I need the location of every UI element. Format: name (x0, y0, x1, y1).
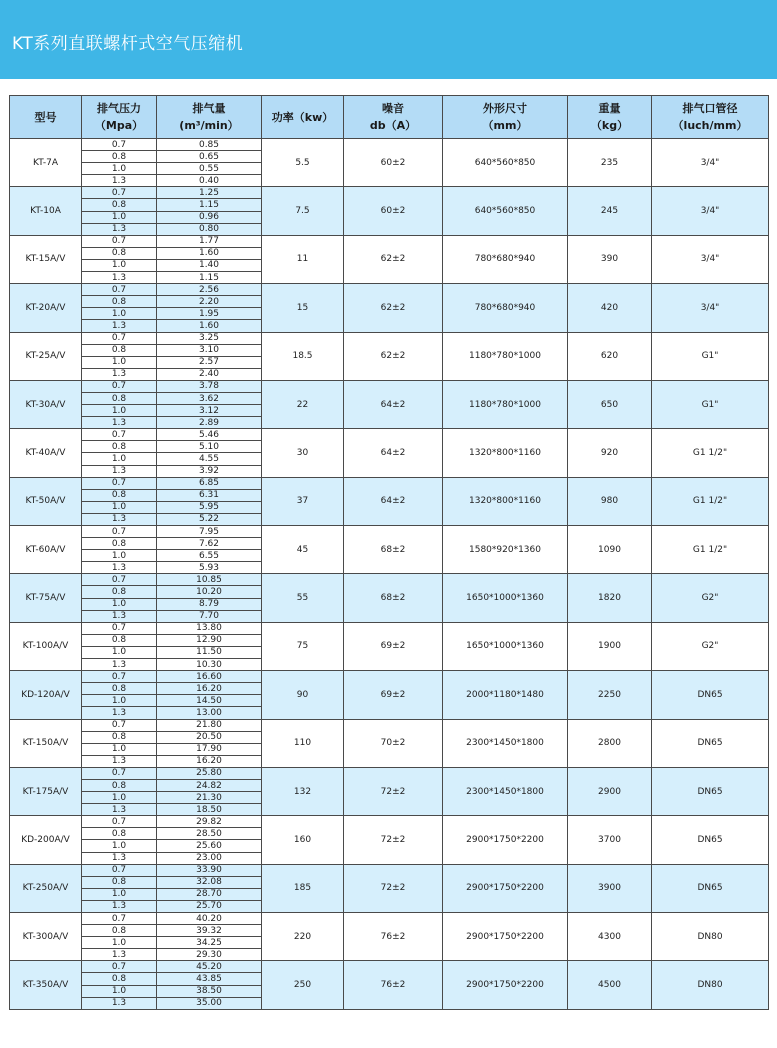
flow-cell: 43.85 (157, 973, 262, 985)
weight-cell: 1820 (568, 574, 652, 622)
flow-cell: 29.30 (157, 949, 262, 961)
table-row (10, 332, 769, 344)
noise-cell: 60±2 (344, 139, 443, 187)
header-model: 型号 (10, 96, 82, 139)
header-power: 功率（kw） (262, 96, 344, 139)
pressure-cell: 0.8 (82, 489, 157, 501)
outlet-cell: G1" (652, 380, 769, 428)
weight-cell: 4300 (568, 913, 652, 961)
flow-cell: 14.50 (157, 695, 262, 707)
pressure-cell: 1.0 (82, 550, 157, 562)
pressure-cell: 1.3 (82, 175, 157, 187)
model-cell: KD-200A/V (10, 816, 82, 864)
outlet-cell: 3/4" (652, 139, 769, 187)
flow-cell: 2.20 (157, 296, 262, 308)
pressure-cell: 0.8 (82, 731, 157, 743)
flow-cell: 0.96 (157, 211, 262, 223)
pressure-cell: 1.3 (82, 272, 157, 284)
pressure-cell: 1.0 (82, 211, 157, 223)
table-row (10, 961, 769, 973)
flow-cell: 1.60 (157, 320, 262, 332)
weight-cell: 235 (568, 139, 652, 187)
power-cell: 30 (262, 429, 344, 477)
flow-cell: 6.55 (157, 550, 262, 562)
noise-cell: 62±2 (344, 235, 443, 283)
outlet-cell: 3/4" (652, 235, 769, 283)
dimensions-cell: 1320*800*1160 (443, 477, 568, 525)
pressure-cell: 1.0 (82, 792, 157, 804)
weight-cell: 390 (568, 235, 652, 283)
table-row (10, 526, 769, 538)
weight-cell: 2900 (568, 767, 652, 815)
pressure-cell: 0.8 (82, 973, 157, 985)
pressure-cell: 0.7 (82, 961, 157, 973)
power-cell: 75 (262, 622, 344, 670)
header-noise-line1: 噪音 (382, 102, 404, 115)
dimensions-cell: 1650*1000*1360 (443, 574, 568, 622)
outlet-cell: DN65 (652, 767, 769, 815)
dimensions-cell: 780*680*940 (443, 235, 568, 283)
power-cell: 55 (262, 574, 344, 622)
noise-cell: 72±2 (344, 767, 443, 815)
table-row (10, 671, 769, 683)
outlet-cell: DN65 (652, 719, 769, 767)
flow-cell: 10.30 (157, 659, 262, 671)
power-cell: 37 (262, 477, 344, 525)
pressure-cell: 0.8 (82, 876, 157, 888)
outlet-cell: G1 1/2" (652, 429, 769, 477)
flow-cell: 28.50 (157, 828, 262, 840)
flow-cell: 29.82 (157, 816, 262, 828)
dimensions-cell: 640*560*850 (443, 187, 568, 235)
flow-cell: 13.00 (157, 707, 262, 719)
flow-cell: 6.31 (157, 489, 262, 501)
weight-cell: 245 (568, 187, 652, 235)
page-title: KT系列直联螺杆式空气压缩机 (12, 34, 244, 54)
model-cell: KT-60A/V (10, 526, 82, 574)
pressure-cell: 0.8 (82, 925, 157, 937)
title-banner (0, 0, 777, 79)
header-flow (157, 96, 262, 139)
pressure-cell: 1.0 (82, 453, 157, 465)
flow-cell: 40.20 (157, 913, 262, 925)
power-cell: 5.5 (262, 139, 344, 187)
flow-cell: 5.93 (157, 562, 262, 574)
pressure-cell: 1.3 (82, 900, 157, 912)
pressure-cell: 1.0 (82, 163, 157, 175)
pressure-cell: 1.0 (82, 888, 157, 900)
table-row (10, 574, 769, 586)
dimensions-cell: 2000*1180*1480 (443, 671, 568, 719)
model-cell: KT-15A/V (10, 235, 82, 283)
pressure-cell: 1.0 (82, 259, 157, 271)
dimensions-cell: 1320*800*1160 (443, 429, 568, 477)
flow-cell: 38.50 (157, 985, 262, 997)
power-cell: 7.5 (262, 187, 344, 235)
noise-cell: 68±2 (344, 526, 443, 574)
flow-cell: 18.50 (157, 804, 262, 816)
model-cell: KT-175A/V (10, 767, 82, 815)
flow-cell: 25.60 (157, 840, 262, 852)
pressure-cell: 1.3 (82, 417, 157, 429)
weight-cell: 1090 (568, 526, 652, 574)
weight-cell: 620 (568, 332, 652, 380)
flow-cell: 7.95 (157, 526, 262, 538)
power-cell: 22 (262, 380, 344, 428)
header-outlet (652, 96, 769, 139)
flow-cell: 3.78 (157, 380, 262, 392)
weight-cell: 3700 (568, 816, 652, 864)
pressure-cell: 0.7 (82, 284, 157, 296)
table-row (10, 767, 769, 779)
pressure-cell: 0.7 (82, 913, 157, 925)
pressure-cell: 1.3 (82, 997, 157, 1009)
table-row (10, 913, 769, 925)
flow-cell: 20.50 (157, 731, 262, 743)
noise-cell: 72±2 (344, 864, 443, 912)
pressure-cell: 0.7 (82, 526, 157, 538)
weight-cell: 980 (568, 477, 652, 525)
weight-cell: 4500 (568, 961, 652, 1009)
flow-cell: 5.46 (157, 429, 262, 441)
model-cell: KT-75A/V (10, 574, 82, 622)
flow-cell: 2.89 (157, 417, 262, 429)
power-cell: 90 (262, 671, 344, 719)
flow-cell: 25.70 (157, 900, 262, 912)
flow-cell: 16.60 (157, 671, 262, 683)
flow-cell: 6.85 (157, 477, 262, 489)
weight-cell: 2250 (568, 671, 652, 719)
dimensions-cell: 2900*1750*2200 (443, 913, 568, 961)
noise-cell: 72±2 (344, 816, 443, 864)
table-row (10, 477, 769, 489)
model-cell: KT-100A/V (10, 622, 82, 670)
pressure-cell: 1.3 (82, 610, 157, 622)
outlet-cell: G2" (652, 622, 769, 670)
pressure-cell: 1.3 (82, 707, 157, 719)
power-cell: 18.5 (262, 332, 344, 380)
flow-cell: 25.80 (157, 767, 262, 779)
pressure-cell: 0.7 (82, 671, 157, 683)
flow-cell: 2.40 (157, 368, 262, 380)
flow-cell: 17.90 (157, 743, 262, 755)
pressure-cell: 1.3 (82, 804, 157, 816)
pressure-cell: 0.7 (82, 477, 157, 489)
power-cell: 250 (262, 961, 344, 1009)
pressure-cell: 1.0 (82, 598, 157, 610)
outlet-cell: DN65 (652, 671, 769, 719)
model-cell: KD-120A/V (10, 671, 82, 719)
dimensions-cell: 1180*780*1000 (443, 380, 568, 428)
table-row (10, 622, 769, 634)
header-dimensions-line2: （mm） (482, 119, 528, 132)
spec-table-body (10, 139, 769, 1010)
flow-cell: 13.80 (157, 622, 262, 634)
model-cell: KT-30A/V (10, 380, 82, 428)
power-cell: 15 (262, 284, 344, 332)
flow-cell: 1.95 (157, 308, 262, 320)
table-row (10, 235, 769, 247)
pressure-cell: 1.0 (82, 646, 157, 658)
pressure-cell: 0.8 (82, 634, 157, 646)
noise-cell: 62±2 (344, 332, 443, 380)
table-row (10, 139, 769, 151)
pressure-cell: 0.8 (82, 344, 157, 356)
pressure-cell: 1.3 (82, 320, 157, 332)
outlet-cell: DN65 (652, 864, 769, 912)
pressure-cell: 0.7 (82, 332, 157, 344)
flow-cell: 33.90 (157, 864, 262, 876)
pressure-cell: 0.7 (82, 816, 157, 828)
flow-cell: 1.77 (157, 235, 262, 247)
noise-cell: 69±2 (344, 622, 443, 670)
flow-cell: 34.25 (157, 937, 262, 949)
model-cell: KT-25A/V (10, 332, 82, 380)
power-cell: 110 (262, 719, 344, 767)
noise-cell: 64±2 (344, 380, 443, 428)
model-cell: KT-150A/V (10, 719, 82, 767)
header-pressure-line2: （Mpa） (94, 119, 144, 132)
flow-cell: 5.22 (157, 513, 262, 525)
table-header-row (10, 96, 769, 139)
flow-cell: 35.00 (157, 997, 262, 1009)
flow-cell: 10.85 (157, 574, 262, 586)
dimensions-cell: 780*680*940 (443, 284, 568, 332)
pressure-cell: 0.7 (82, 380, 157, 392)
pressure-cell: 0.7 (82, 719, 157, 731)
pressure-cell: 1.0 (82, 405, 157, 417)
table-row (10, 864, 769, 876)
pressure-cell: 1.3 (82, 755, 157, 767)
flow-cell: 1.40 (157, 259, 262, 271)
flow-cell: 7.70 (157, 610, 262, 622)
pressure-cell: 1.3 (82, 513, 157, 525)
flow-cell: 1.15 (157, 199, 262, 211)
noise-cell: 76±2 (344, 961, 443, 1009)
outlet-cell: DN80 (652, 913, 769, 961)
header-dimensions (443, 96, 568, 139)
flow-cell: 21.80 (157, 719, 262, 731)
power-cell: 132 (262, 767, 344, 815)
outlet-cell: DN65 (652, 816, 769, 864)
pressure-cell: 0.7 (82, 767, 157, 779)
pressure-cell: 0.8 (82, 296, 157, 308)
header-weight-line1: 重量 (598, 102, 621, 115)
power-cell: 220 (262, 913, 344, 961)
outlet-cell: G1 1/2" (652, 526, 769, 574)
flow-cell: 0.85 (157, 139, 262, 151)
pressure-cell: 1.0 (82, 695, 157, 707)
spec-table (9, 95, 769, 1010)
flow-cell: 1.25 (157, 187, 262, 199)
header-pressure-line1: 排气压力 (97, 102, 141, 115)
header-weight (568, 96, 652, 139)
pressure-cell: 1.3 (82, 852, 157, 864)
header-weight-line2: （kg） (590, 119, 629, 132)
pressure-cell: 0.8 (82, 683, 157, 695)
weight-cell: 2800 (568, 719, 652, 767)
weight-cell: 1900 (568, 622, 652, 670)
flow-cell: 5.10 (157, 441, 262, 453)
header-outlet-line2: （luch/mm） (672, 119, 748, 132)
model-cell: KT-10A (10, 187, 82, 235)
model-cell: KT-250A/V (10, 864, 82, 912)
outlet-cell: G1 1/2" (652, 477, 769, 525)
flow-cell: 2.57 (157, 356, 262, 368)
flow-cell: 4.55 (157, 453, 262, 465)
flow-cell: 3.62 (157, 392, 262, 404)
dimensions-cell: 2300*1450*1800 (443, 767, 568, 815)
noise-cell: 69±2 (344, 671, 443, 719)
dimensions-cell: 1180*780*1000 (443, 332, 568, 380)
flow-cell: 3.25 (157, 332, 262, 344)
flow-cell: 2.56 (157, 284, 262, 296)
pressure-cell: 0.8 (82, 586, 157, 598)
noise-cell: 60±2 (344, 187, 443, 235)
pressure-cell: 0.7 (82, 235, 157, 247)
dimensions-cell: 2900*1750*2200 (443, 864, 568, 912)
flow-cell: 7.62 (157, 538, 262, 550)
noise-cell: 62±2 (344, 284, 443, 332)
flow-cell: 3.92 (157, 465, 262, 477)
model-cell: KT-50A/V (10, 477, 82, 525)
header-flow-line2: (m³/min） (179, 119, 239, 132)
pressure-cell: 1.0 (82, 743, 157, 755)
noise-cell: 68±2 (344, 574, 443, 622)
table-row (10, 187, 769, 199)
power-cell: 11 (262, 235, 344, 283)
model-cell: KT-40A/V (10, 429, 82, 477)
flow-cell: 12.90 (157, 634, 262, 646)
flow-cell: 0.65 (157, 151, 262, 163)
pressure-cell: 0.7 (82, 622, 157, 634)
header-outlet-line1: 排气口管径 (682, 102, 738, 115)
pressure-cell: 1.0 (82, 356, 157, 368)
flow-cell: 1.60 (157, 247, 262, 259)
pressure-cell: 0.8 (82, 199, 157, 211)
dimensions-cell: 1650*1000*1360 (443, 622, 568, 670)
flow-cell: 32.08 (157, 876, 262, 888)
table-row (10, 380, 769, 392)
flow-cell: 28.70 (157, 888, 262, 900)
weight-cell: 650 (568, 380, 652, 428)
dimensions-cell: 640*560*850 (443, 139, 568, 187)
pressure-cell: 0.8 (82, 247, 157, 259)
pressure-cell: 1.0 (82, 840, 157, 852)
flow-cell: 8.79 (157, 598, 262, 610)
noise-cell: 70±2 (344, 719, 443, 767)
pressure-cell: 1.3 (82, 659, 157, 671)
table-row (10, 719, 769, 731)
model-cell: KT-300A/V (10, 913, 82, 961)
header-flow-line1: 排气量 (192, 102, 226, 115)
pressure-cell: 0.7 (82, 574, 157, 586)
pressure-cell: 1.3 (82, 949, 157, 961)
pressure-cell: 0.7 (82, 139, 157, 151)
pressure-cell: 1.0 (82, 985, 157, 997)
pressure-cell: 0.8 (82, 151, 157, 163)
dimensions-cell: 1580*920*1360 (443, 526, 568, 574)
model-cell: KT-20A/V (10, 284, 82, 332)
power-cell: 45 (262, 526, 344, 574)
flow-cell: 3.12 (157, 405, 262, 417)
flow-cell: 11.50 (157, 646, 262, 658)
pressure-cell: 1.3 (82, 223, 157, 235)
flow-cell: 24.82 (157, 779, 262, 791)
header-noise-line2: db（A） (369, 119, 417, 132)
pressure-cell: 0.8 (82, 538, 157, 550)
model-cell: KT-7A (10, 139, 82, 187)
noise-cell: 76±2 (344, 913, 443, 961)
flow-cell: 45.20 (157, 961, 262, 973)
weight-cell: 3900 (568, 864, 652, 912)
pressure-cell: 0.8 (82, 441, 157, 453)
pressure-cell: 1.0 (82, 308, 157, 320)
flow-cell: 0.55 (157, 163, 262, 175)
pressure-cell: 1.3 (82, 465, 157, 477)
noise-cell: 64±2 (344, 429, 443, 477)
pressure-cell: 0.8 (82, 779, 157, 791)
flow-cell: 5.95 (157, 501, 262, 513)
outlet-cell: 3/4" (652, 284, 769, 332)
table-row (10, 816, 769, 828)
noise-cell: 64±2 (344, 477, 443, 525)
flow-cell: 0.40 (157, 175, 262, 187)
outlet-cell: G2" (652, 574, 769, 622)
dimensions-cell: 2900*1750*2200 (443, 961, 568, 1009)
pressure-cell: 0.8 (82, 392, 157, 404)
pressure-cell: 1.0 (82, 501, 157, 513)
flow-cell: 39.32 (157, 925, 262, 937)
power-cell: 185 (262, 864, 344, 912)
pressure-cell: 1.3 (82, 368, 157, 380)
pressure-cell: 0.7 (82, 429, 157, 441)
pressure-cell: 0.7 (82, 864, 157, 876)
flow-cell: 1.15 (157, 272, 262, 284)
pressure-cell: 1.0 (82, 937, 157, 949)
weight-cell: 920 (568, 429, 652, 477)
header-noise (344, 96, 443, 139)
outlet-cell: 3/4" (652, 187, 769, 235)
flow-cell: 21.30 (157, 792, 262, 804)
flow-cell: 16.20 (157, 755, 262, 767)
table-row (10, 284, 769, 296)
table-row (10, 429, 769, 441)
outlet-cell: DN80 (652, 961, 769, 1009)
flow-cell: 0.80 (157, 223, 262, 235)
model-cell: KT-350A/V (10, 961, 82, 1009)
header-pressure (82, 96, 157, 139)
power-cell: 160 (262, 816, 344, 864)
dimensions-cell: 2300*1450*1800 (443, 719, 568, 767)
flow-cell: 23.00 (157, 852, 262, 864)
outlet-cell: G1" (652, 332, 769, 380)
pressure-cell: 1.3 (82, 562, 157, 574)
flow-cell: 3.10 (157, 344, 262, 356)
weight-cell: 420 (568, 284, 652, 332)
pressure-cell: 0.8 (82, 828, 157, 840)
flow-cell: 16.20 (157, 683, 262, 695)
header-dimensions-line1: 外形尺寸 (483, 102, 527, 115)
dimensions-cell: 2900*1750*2200 (443, 816, 568, 864)
flow-cell: 10.20 (157, 586, 262, 598)
pressure-cell: 0.7 (82, 187, 157, 199)
